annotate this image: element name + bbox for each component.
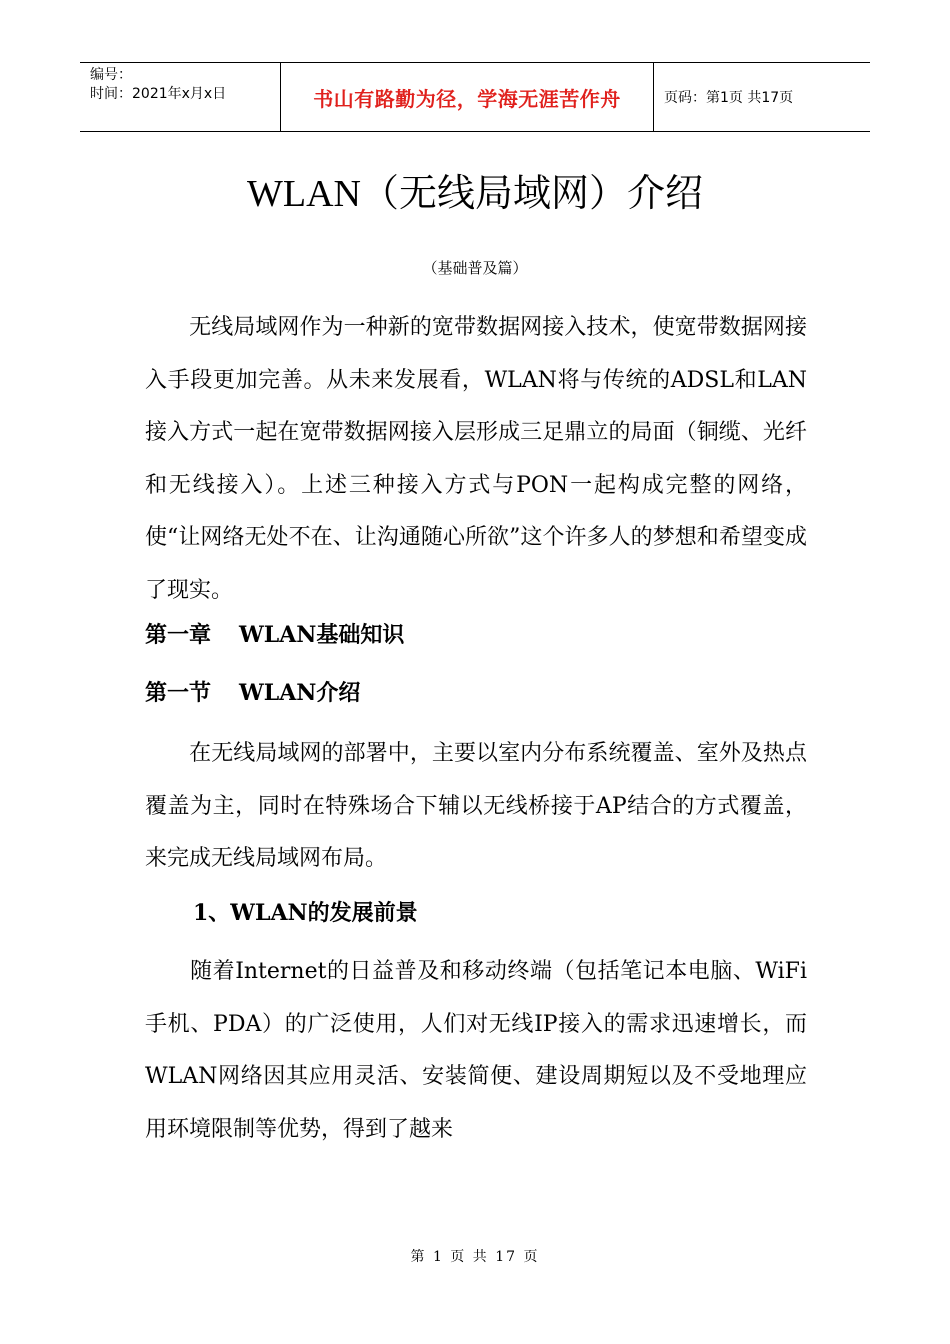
- section-title: WLAN介绍: [239, 680, 361, 706]
- chapter-heading: [145, 620, 404, 650]
- chapter-label: 第一章: [145, 622, 212, 648]
- header-page-info: 页码：第1页 共17页: [664, 90, 794, 106]
- document-subtitle: （基础普及篇）: [422, 259, 528, 277]
- page-footer: 第 1 页 共 17 页: [410, 1249, 540, 1265]
- document-date: 时间：2021年x月x日: [90, 86, 227, 102]
- section-paragraph: 在无线局域网的部署中，主要以室内分布系统覆盖、室外及热点覆盖为主，同时在特殊场合下辅以无线桥接于AP结合的方式覆盖，来完成无线局域网布局。: [145, 741, 807, 871]
- document-title: WLAN（无线局域网）介绍: [247, 173, 703, 215]
- subsection-heading: 1、WLAN的发展前景: [193, 900, 418, 926]
- section-label: 第一节: [145, 680, 212, 706]
- header-motto: 书山有路勤为径，学海无涯苦作舟: [281, 63, 654, 131]
- document-number-label: 编号：: [90, 67, 132, 83]
- page-header: [80, 62, 870, 132]
- subsection-paragraph: 随着Internet的日益普及和移动终端（包括笔记本电脑、WiFi手机、PDA）的广泛使用，人们对无线IP接入的需求迅速增长，而WLAN网络因其应用灵活、安装简便、建设周期短以及不受地理应用环境限制等优势，得到了越来: [145, 959, 807, 1142]
- chapter-title: WLAN基础知识: [239, 622, 405, 648]
- intro-paragraph: 无线局域网作为一种新的宽带数据网接入技术，使宽带数据网接入手段更加完善。从未来发展看，WLAN将与传统的ADSL和LAN接入方式一起在宽带数据网接入层形成三足鼎立的局面（铜缆、光纤和无线接入）。上述三种接入方式与PON一起构成完整的网络，使“让网络无处不在、让沟通随心所欲”这个许多人的梦想和希望变成了现实。: [145, 315, 807, 603]
- header-meta: [80, 63, 281, 131]
- section-heading: [145, 678, 360, 708]
